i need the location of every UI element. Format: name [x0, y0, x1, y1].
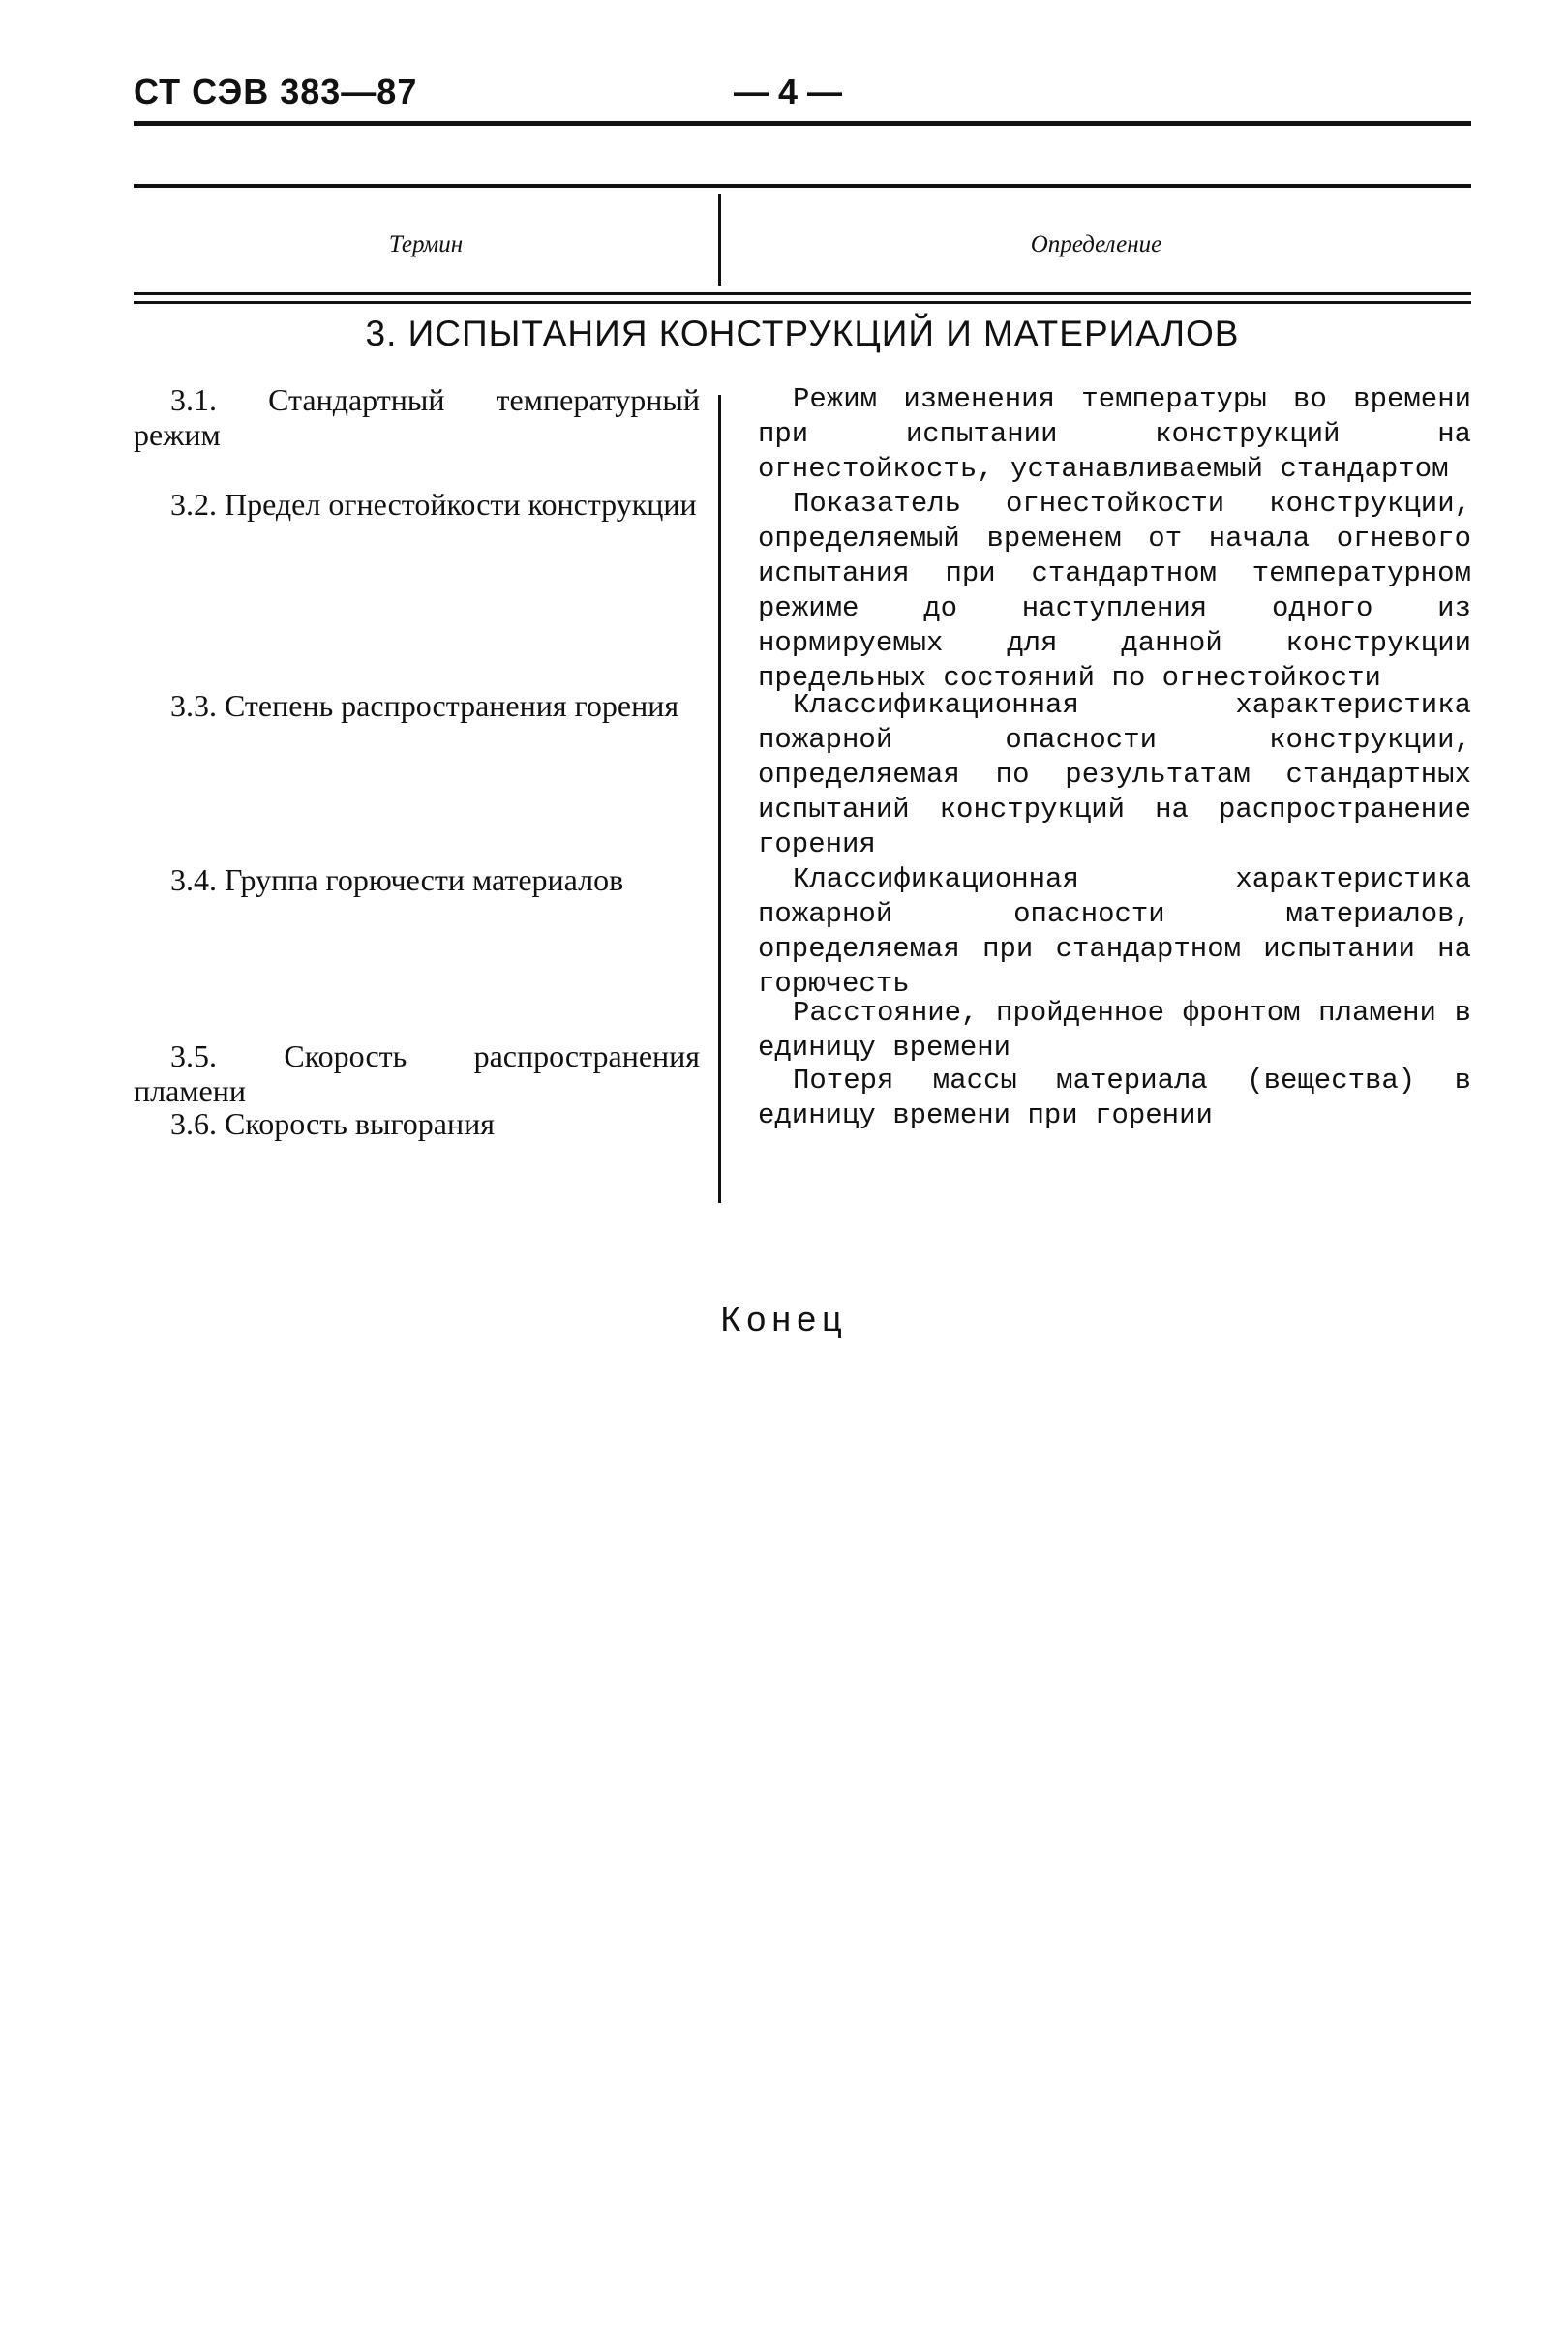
column-header-term: Термин: [388, 231, 464, 257]
term-3-6: 3.6. Скорость выгорания: [170, 1106, 495, 1141]
term-3-4: 3.4. Группа горючести материалов: [170, 862, 624, 897]
definition-3-5: Расстояние, пройденное фронтом пламени в единицу времени: [758, 997, 1471, 1064]
section-title: 3. ИСПЫТАНИЯ КОНСТРУКЦИЙ И МАТЕРИАЛОВ: [365, 314, 1240, 353]
document-code: СТ СЭВ 383—87: [134, 72, 418, 111]
term-3-3: 3.3. Степень распространения горения: [170, 688, 679, 723]
header-rule: [134, 121, 1471, 126]
definition-3-1: Режим изменения температуры во времени при испытании конструкций на огнестойкость, устанавливаемый стандартом: [758, 383, 1471, 485]
term-3-2: 3.2. Предел огнестойкости конструкции: [170, 487, 697, 522]
page-number: — 4 —: [734, 72, 843, 111]
definition-3-2: Показатель огнестойкости конструкции, определяемый временем от начала огневого испытания при стандартном температурном режиме до наступления одного из нормируемых для данной конструкции предельных состояний по огнестойкости: [758, 488, 1471, 694]
column-header-definition: Определение: [1030, 231, 1162, 257]
term-3-1: 3.1. Стандартный температурный режим: [134, 382, 700, 452]
definition-3-4: Классификационная характеристика пожарной опасности материалов, определяемая при стандартном испытании на горючесть: [758, 863, 1471, 1000]
page-header: [134, 72, 1471, 120]
definition-3-3: Классификационная характеристика пожарной опасности конструкции, определяемая по результатам стандартных испытаний конструкций на распространение горения: [758, 689, 1471, 860]
table-header-rule-lower: [134, 301, 1471, 304]
body-column-divider: [718, 395, 721, 1203]
term-3-5: 3.5. Скорость распространения пламени: [134, 1038, 700, 1108]
table-header-rule-upper: [134, 292, 1471, 295]
definition-3-6: Потеря массы материала (вещества) в единицу времени при горении: [758, 1065, 1471, 1131]
end-marker: Конец: [720, 1299, 848, 1338]
table-header: [134, 188, 1471, 289]
